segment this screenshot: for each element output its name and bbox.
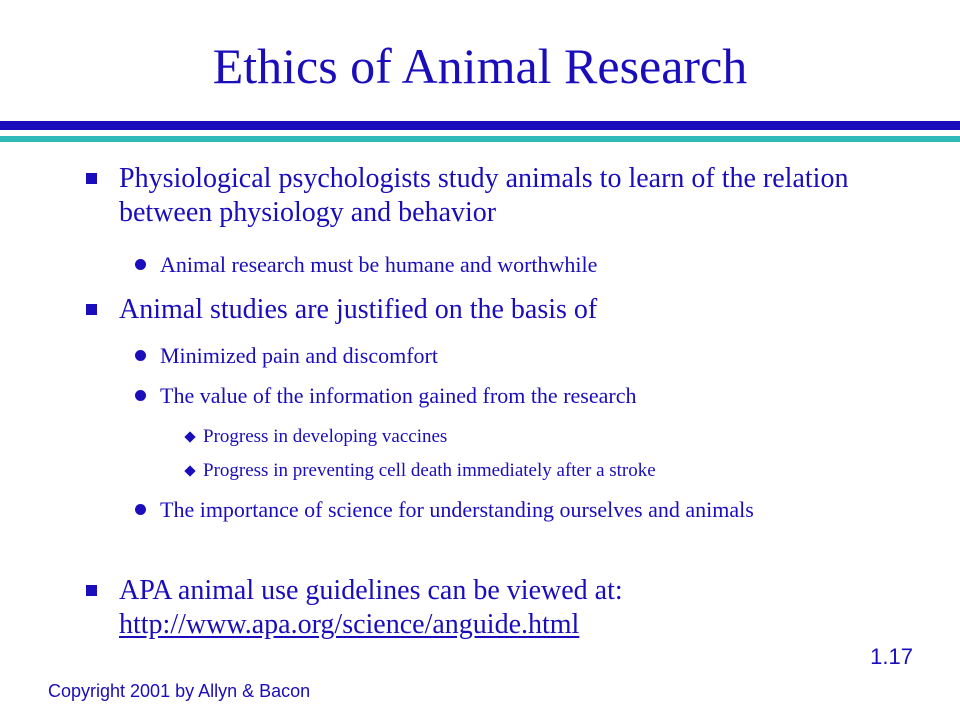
bullet-2-2 [160,382,880,409]
round-bullet-icon [135,259,146,270]
title-rule-blue [0,121,960,130]
square-bullet-icon [86,585,97,596]
slide-title: Ethics of Animal Research [212,38,748,94]
bullet-2-2-1-text: Progress in developing vaccines [203,426,448,447]
round-bullet-icon [135,390,146,401]
diamond-bullet-icon [184,431,195,442]
bullet-2-1-text: Minimized pain and discomfort [160,343,438,368]
square-bullet-icon [86,304,97,315]
bullet-2 [119,293,879,327]
slide-number: 1.17 [870,644,913,669]
bullet-1-1-text: Animal research must be humane and worthwhile [160,252,598,277]
round-bullet-icon [135,350,146,361]
copyright-notice: Copyright 2001 by Allyn & Bacon [48,681,311,701]
bullet-3 [119,574,879,642]
square-bullet-icon [86,173,97,184]
bullet-2-2-text: The value of the information gained from the research [160,383,637,408]
bullet-1-1 [160,251,880,278]
bullet-2-1 [160,342,880,369]
bullet-2-3-text: The importance of science for understanding ourselves and animals [160,497,754,522]
bullet-2-2-1 [203,426,903,448]
bullet-2-text: Animal studies are justified on the basis of [119,294,598,325]
bullet-1 [119,162,879,230]
round-bullet-icon [135,504,146,515]
bullet-2-2-2-text: Progress in preventing cell death immediately after a stroke [203,460,656,481]
bullet-3-text: APA animal use guidelines can be viewed at: [119,575,623,606]
bullet-2-3 [160,496,870,523]
bullet-2-2-2 [203,460,903,482]
bullet-1-text: Physiological psychologists study animals to learn of the relation between physiology and behavior [119,163,849,228]
apa-guidelines-link[interactable]: http://www.apa.org/science/anguide.html [119,609,580,640]
diamond-bullet-icon [184,465,195,476]
title-rule-teal [0,136,960,142]
